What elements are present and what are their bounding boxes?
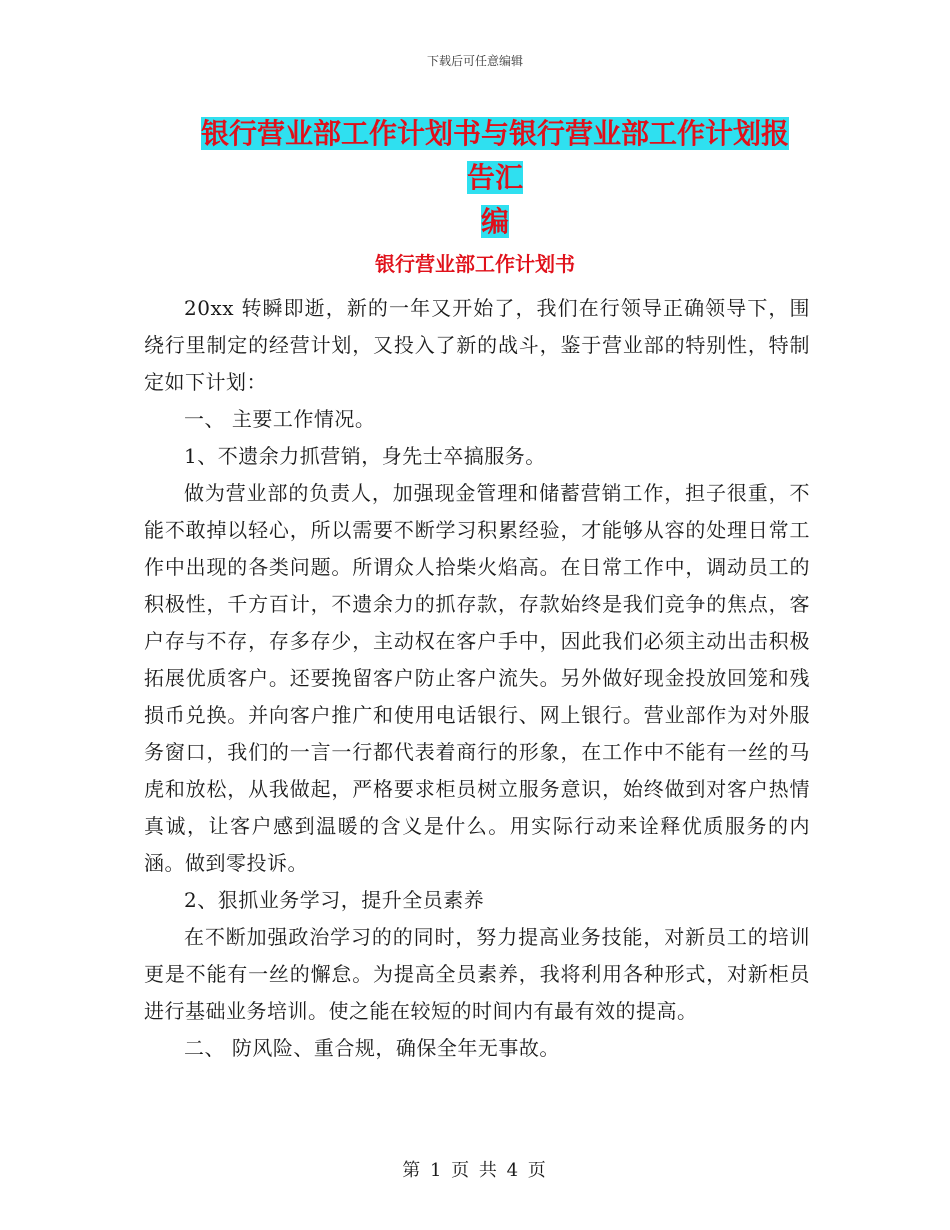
document-title-line-2: 编	[480, 205, 509, 238]
header-note: 下载后可任意编辑	[426, 54, 523, 68]
subheading-study: 2、狠抓业务学习，提升全员素养	[184, 888, 485, 912]
document-title-line-1: 银行营业部工作计划书与银行营业部工作计划报告汇	[200, 117, 789, 194]
paragraph-marketing: 做为营业部的负责人，加强现金管理和储蓄营销工作，担子很重，不能不敢掉以轻心，所以需要不断学习积累经验，才能够从容的处理日常工作中出现的各类问题。所谓众人拾柴火焰高。在日常工作中，调动员工的积极性，千方百计，不遗余力的抓存款，存款始终是我们竞争的焦点，客户存与不存，存多存少，主动权在客户手中，因此我们必须主动出击积极拓展优质客户。还要挽留客户防止客户流失。另外做好现金投放回笼和残损币兑换。并向客户推广和使用电话银行、网上银行。营业部作为对外服务窗口，我们的一言一行都代表着商行的形象，在工作中不能有一丝的马虎和放松，从我做起，严格要求柜员树立服务意识，始终做到对客户热情真诚，让客户感到温暖的含义是什么。用实际行动来诠释优质服务的内涵。做到零投诉。	[144, 481, 810, 875]
section-title: 银行营业部工作计划书	[375, 252, 575, 276]
paragraph-study: 在不断加强政治学习的的同时，努力提高业务技能，对新员工的培训更是不能有一丝的懈怠。为提高全员素养，我将利用各种形式，对新柜员进行基础业务培训。使之能在较短的时间内有最有效的提高。	[144, 925, 810, 1023]
heading-main-work: 一、 主要工作情况。	[184, 407, 376, 431]
subheading-marketing: 1、不遗余力抓营销，身先士卒搞服务。	[184, 444, 546, 468]
body-text	[144, 290, 810, 1067]
page-footer: 第 1 页 共 4 页	[402, 1160, 548, 1181]
paragraph-intro: 20xx 转瞬即逝，新的一年又开始了，我们在行领导正确领导下，围绕行里制定的经营计划，又投入了新的战斗，鉴于营业部的特别性，特制定如下计划：	[144, 296, 810, 394]
heading-risk: 二、 防风险、重合规，确保全年无事故。	[184, 1036, 560, 1060]
document-title	[190, 112, 800, 244]
